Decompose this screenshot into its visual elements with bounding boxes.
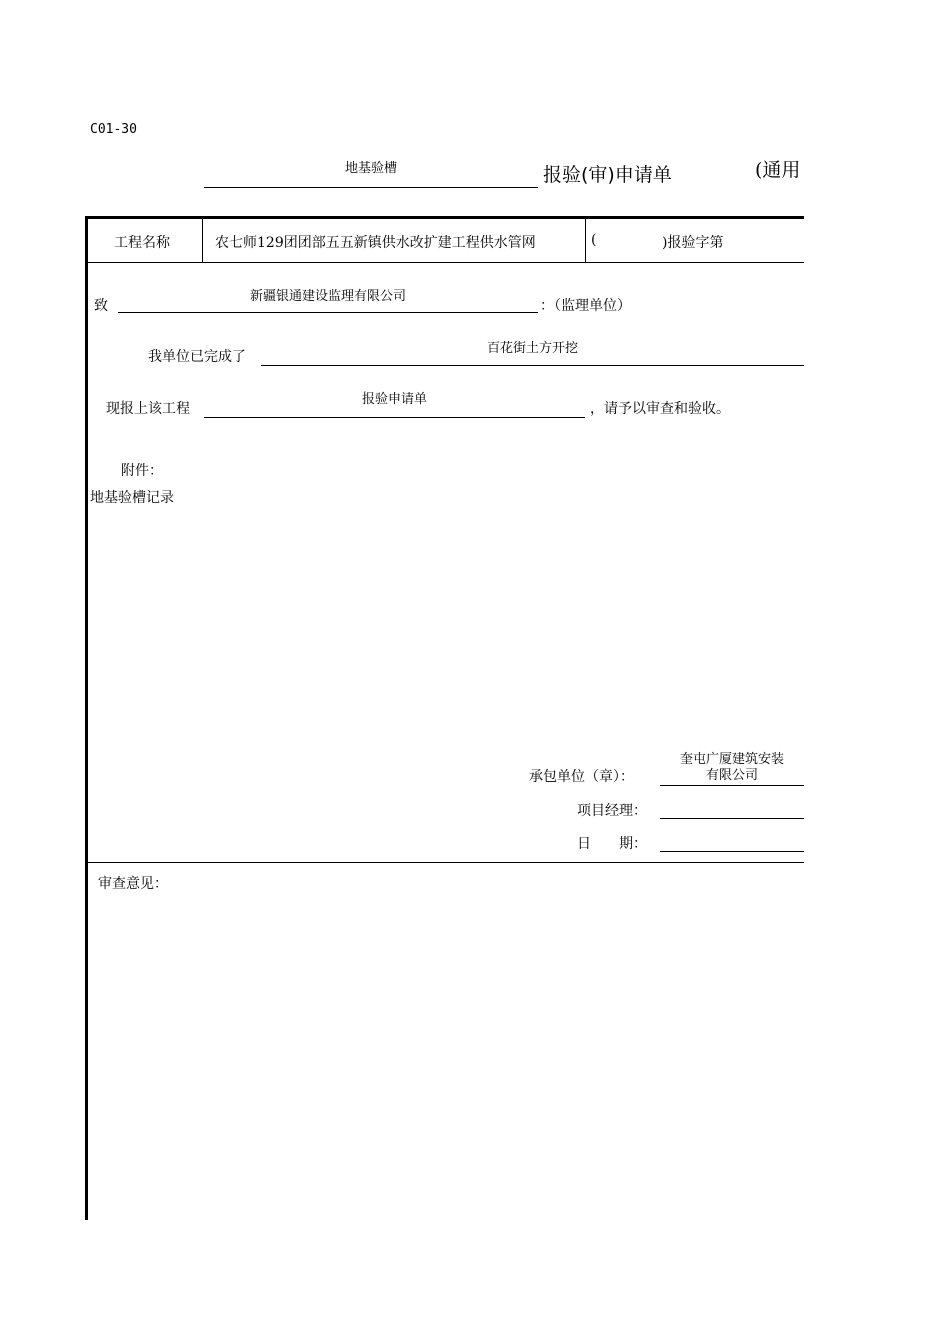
ref-number-open: ( [591, 232, 597, 248]
header-cell-divider-1 [202, 219, 203, 262]
review-label: 审查意见： [98, 876, 168, 892]
review-section-divider [88, 862, 804, 863]
to-prefix: 致 [94, 298, 108, 314]
title-suffix: (通用 [755, 159, 801, 181]
title-subject-field [204, 158, 538, 188]
contractor-name [660, 752, 804, 784]
form-code: C01-30 [90, 122, 137, 137]
date-line [660, 851, 804, 852]
attachments-label: 附件： [121, 463, 163, 479]
report-prefix: 现报上该工程 [106, 401, 190, 417]
ref-number-label: )报验字第 [662, 235, 724, 251]
project-name-label: 工程名称 [114, 235, 170, 251]
completed-work-field [261, 339, 804, 366]
contractor-name-line1: 奎屯广厦建筑安装 [679, 752, 784, 767]
page-title: 报验(审)申请单 [543, 164, 672, 186]
manager-signature-line [660, 818, 804, 819]
header-cell-divider-2 [585, 219, 586, 262]
completed-work-value: 百花街土方开挖 [486, 341, 578, 356]
contractor-label: 承包单位（章）： [529, 769, 634, 785]
contractor-name-line2: 有限公司 [705, 768, 758, 783]
table-left-border [85, 216, 88, 1220]
report-item-value: 报验申请单 [361, 392, 427, 407]
project-name-value: 农七师129团团部五五新镇供水改扩建工程供水管网 [215, 235, 536, 251]
attachment-item: 地基验槽记录 [90, 490, 174, 506]
completed-prefix: 我单位已完成了 [148, 349, 246, 365]
table-top-border [85, 216, 804, 219]
date-label: 日 期： [577, 836, 647, 852]
recipient-value: 新疆银通建设监理有限公司 [249, 289, 406, 304]
manager-label: 项目经理： [577, 803, 647, 819]
report-suffix: ，请予以审查和验收。 [590, 401, 730, 417]
report-item-field [204, 390, 585, 418]
recipient-field [118, 288, 538, 313]
title-subject: 地基验槽 [344, 161, 397, 176]
recipient-suffix: ：（监理单位） [540, 298, 631, 314]
contractor-signature-line [660, 785, 804, 786]
header-row-divider [88, 262, 804, 263]
